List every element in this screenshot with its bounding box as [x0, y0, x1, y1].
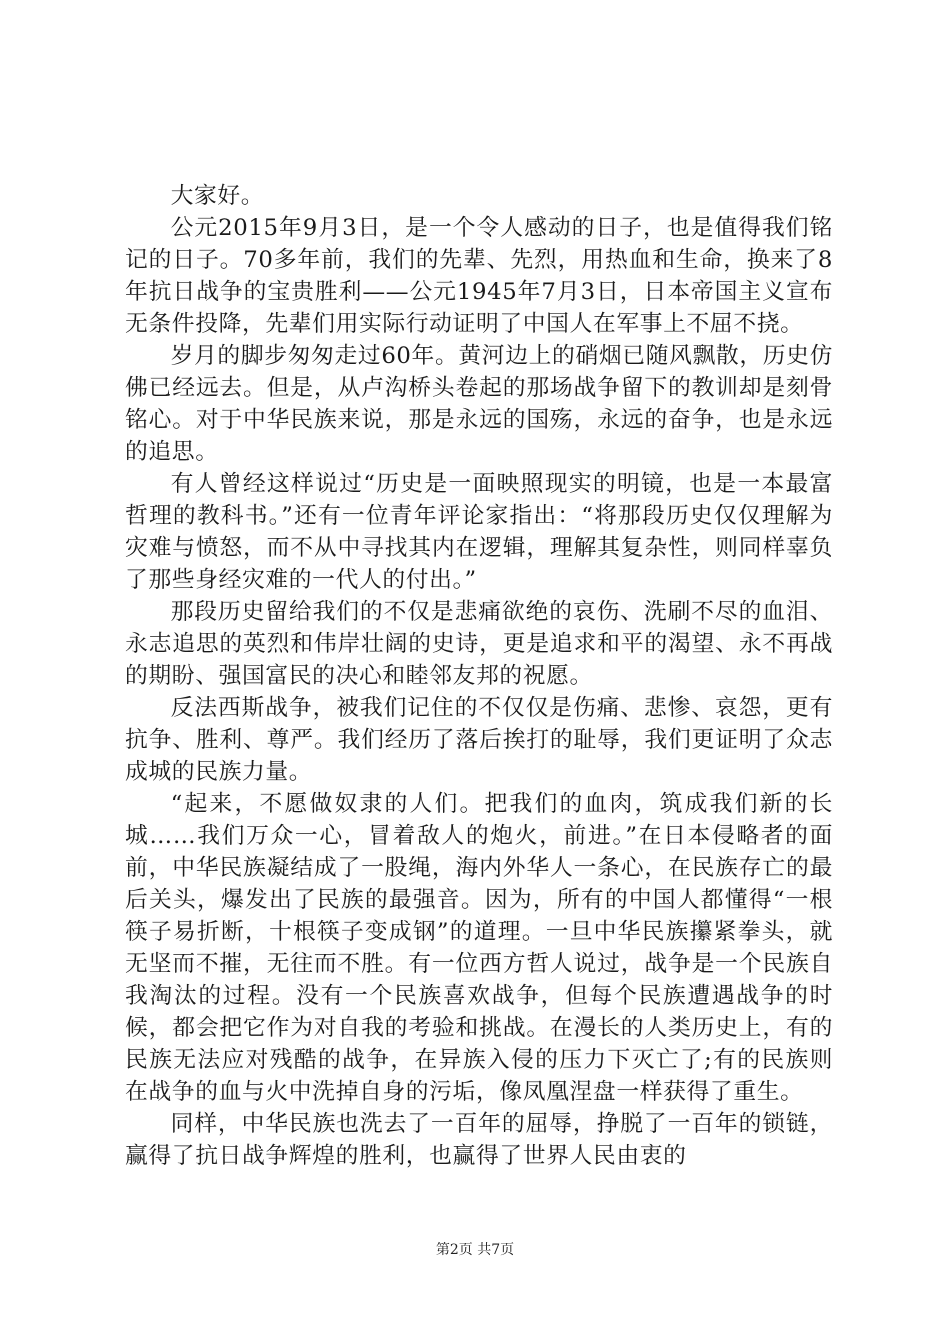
paragraph-years-passed: 岁月的脚步匆匆走过60年。黄河边上的硝烟已随风飘散，历史仿佛已经远去。但是，从卢沟桥头卷起的那场战争留下的教训却是刻骨铭心。对于中华民族来说，那是永远的国殇，永远的奋争，也是永远的追思。	[125, 343, 833, 465]
paragraph-national-strength: “起来，不愿做奴隶的人们。把我们的血肉，筑成我们新的长城……我们万众一心，冒着敌人的炮火，前进。”在日本侵略者的面前，中华民族凝结成了一股绳，海内外华人一条心，在民族存亡的最后关头，爆发出了民族的最强音。因为，所有的中国人都懂得“一根筷子易折断，十根筷子变成钢”的道理。一旦中华民族攥紧拳头，就无坚而不摧，无往而不胜。有一位西方哲人说过，战争是一个民族自我淘汰的过程。没有一个民族喜欢战争，但每个民族遭遇战争的时候，都会把它作为对自我的考验和挑战。在漫长的人类历史上，有的民族无法应对残酷的战争，在异族入侵的压力下灭亡了;有的民族则在战争的血与火中洗掉自身的污垢，像凤凰涅盘一样获得了重生。	[125, 791, 833, 1105]
paragraph-legacy: 那段历史留给我们的不仅是悲痛欲绝的哀伤、洗刷不尽的血泪、永志追思的英烈和伟岸壮阔的史诗，更是追求和平的渴望、永不再战的期盼、强国富民的决心和睦邻友邦的祝愿。	[125, 599, 833, 689]
paragraph-rebirth: 同样，中华民族也洗去了一百年的屈辱，挣脱了一百年的锁链，赢得了抗日战争辉煌的胜利，也赢得了世界人民由衷的	[125, 1111, 833, 1169]
paragraph-antifascist-war: 反法西斯战争，被我们记住的不仅仅是伤痛、悲惨、哀怨，更有抗争、胜利、尊严。我们经历了落后挨打的耻辱，我们更证明了众志成城的民族力量。	[125, 695, 833, 785]
paragraph-victory-day: 公元2015年9月3日，是一个令人感动的日子，也是值得我们铭记的日子。70多年前，我们的先辈、先烈，用热血和生命，换来了8年抗日战争的宝贵胜利——公元1945年7月3日，日本帝国主义宣布无条件投降，先辈们用实际行动证明了中国人在军事上不屈不挠。	[125, 215, 833, 337]
paragraph-greeting: 大家好。	[170, 183, 265, 209]
page-footer: 第2页 共7页	[435, 1242, 515, 1258]
document-body	[125, 180, 833, 1172]
paragraph-history-quote: 有人曾经这样说过“历史是一面映照现实的明镜，也是一本最富哲理的教科书。”还有一位青年评论家指出：“将那段历史仅仅理解为灾难与愤怒，而不从中寻找其内在逻辑，理解其复杂性，则同样辜负了那些身经灾难的一代人的付出。”	[125, 471, 833, 593]
